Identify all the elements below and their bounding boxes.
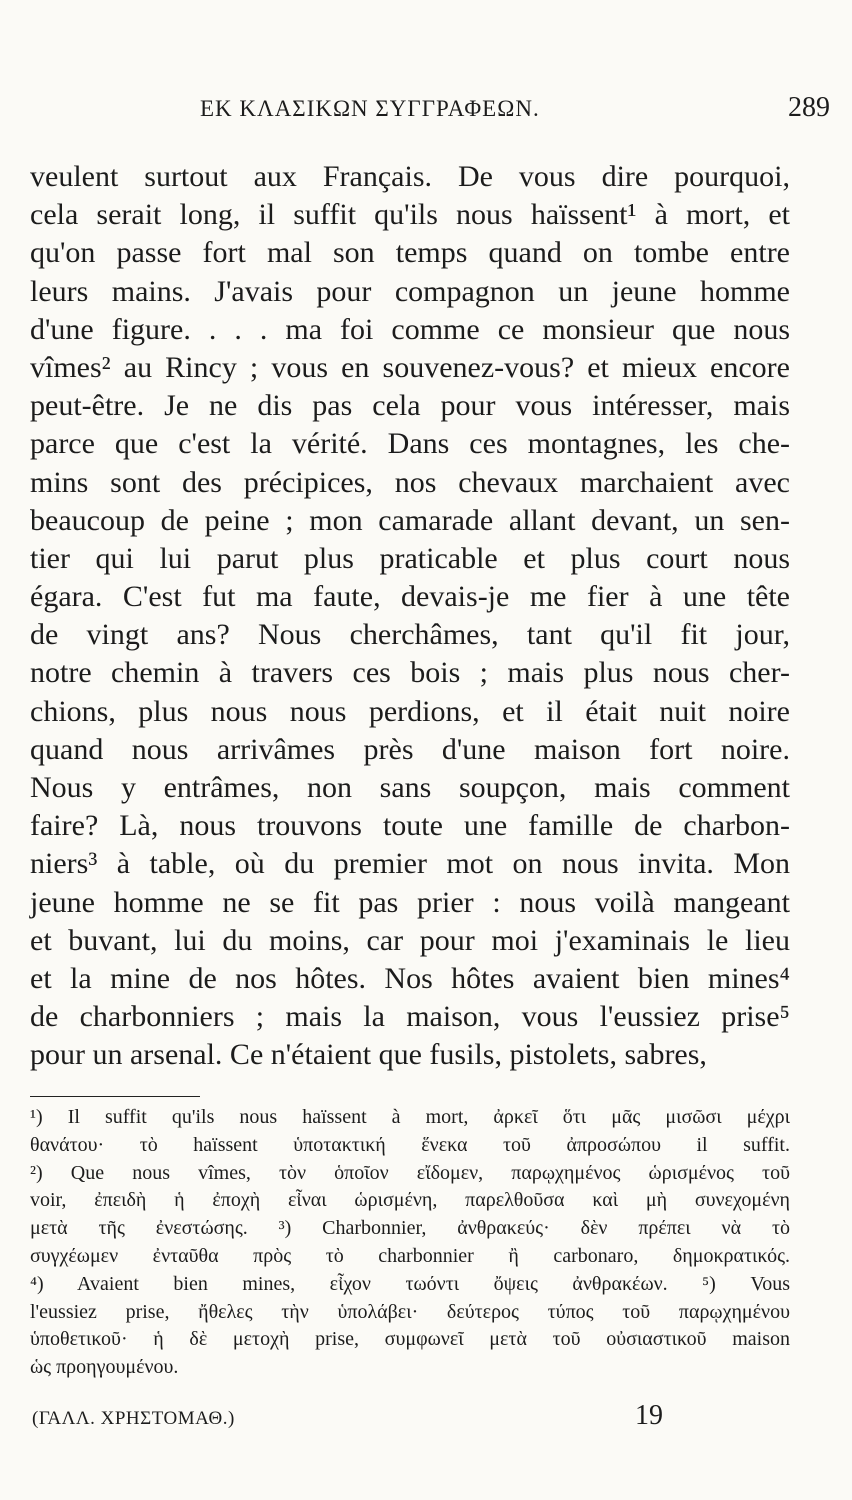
text-line: d'une figure. . . . ma foi comme ce monsieur que nous <box>30 312 790 346</box>
text-line: pour un arsenal. Ce n'étaient que fusils, pistolets, sabres, <box>30 1038 707 1072</box>
main-text <box>30 158 790 1075</box>
text-line: beaucoup de peine ; mon camarade allant devant, un sen- <box>30 503 790 537</box>
page-number: 289 <box>788 92 830 123</box>
footnote-line: θανάτου· τὸ haïssent ὑποτακτική ἕνεκα τοῦ ἀπροσώπου il suffit. <box>30 1133 790 1156</box>
text-line: de vingt ans? Nous cherchâmes, tant qu'il fit jour, <box>30 618 790 652</box>
text-line: égara. C'est fut ma faute, devais-je me fier à une tête <box>30 580 790 614</box>
text-line: parce que c'est la vérité. Dans ces montagnes, les che- <box>30 427 790 461</box>
text-line: leurs mains. J'avais pour compagnon un jeune homme <box>30 274 790 308</box>
footnotes <box>30 1104 790 1382</box>
text-line: qu'on passe fort mal son temps quand on tombe entre <box>30 236 790 270</box>
text-line: faire? Là, nous trouvons toute une famille de charbon- <box>30 809 790 843</box>
footnote-line: ¹) Il suffit qu'ils nous haïssent à mort, ἀρκεῖ ὅτι μᾶς μισῶσι μέχρι <box>30 1106 790 1128</box>
text-line: Nous y entrâmes, non sans soupçon, mais comment <box>30 771 790 804</box>
text-line: et buvant, lui du moins, car pour moi j'examinais le lieu <box>30 923 790 957</box>
running-header <box>30 92 830 132</box>
footnote-line: μετὰ τῆς ἐνεστώσης. ³) Charbonnier, ἀνθρακεύς· δὲν πρέπει νὰ τὸ <box>30 1217 790 1240</box>
running-title: ΕΚ ΚΛΑΣΙΚΩΝ ΣΥΓΓΡΑΦΕΩΝ. <box>200 96 540 121</box>
signature-number: 19 <box>635 1400 663 1431</box>
signature-footer <box>30 1400 790 1436</box>
footnote-line: voir, ἐπειδὴ ἡ ἐποχὴ εἶναι ὡρισμένη, παρελθοῦσα καὶ μὴ συνεχομένη <box>30 1189 790 1212</box>
footnote-divider <box>30 1096 200 1097</box>
footnote-line: ²) Que nous vîmes, τὸν ὁποῖον εἴδομεν, παρῳχημένος ὡρισμένος τοῦ <box>30 1161 790 1184</box>
text-line: vîmes² au Rincy ; vous en souvenez-vous? et mieux encore <box>30 350 790 384</box>
text-line: cela serait long, il suffit qu'ils nous haïssent¹ à mort, et <box>30 198 790 232</box>
text-line: de charbonniers ; mais la maison, vous l'eussiez prise⁵ <box>30 1000 790 1034</box>
text-line: mins sont des précipices, nos chevaux marchaient avec <box>30 465 790 499</box>
text-line: jeune homme ne se fit pas prier : nous voilà mangeant <box>30 885 790 919</box>
text-line: et la mine de nos hôtes. Nos hôtes avaient bien mines⁴ <box>30 961 790 995</box>
text-line: quand nous arrivâmes près d'une maison fort noire. <box>30 732 790 766</box>
text-line: tier qui lui parut plus praticable et plus court nous <box>30 541 790 575</box>
footnote-line: ὑποθετικοῦ· ἡ δὲ μετοχὴ prise, συμφωνεῖ μετὰ τοῦ οὐσιαστικοῦ maison <box>30 1328 790 1351</box>
footnote-line: ⁴) Avaient bien mines, εἶχον τωόντι ὄψεις ἀνθρακέων. ⁵) Vous <box>30 1272 790 1295</box>
text-line: notre chemin à travers ces bois ; mais plus nous cher- <box>30 656 790 690</box>
footnote-line: l'eussiez prise, ἤθελες τὴν ὑπολάβει· δεύτερος τύπος τοῦ παρῳχημένου <box>30 1300 790 1323</box>
text-line: chions, plus nous nous perdions, et il était nuit noire <box>30 694 790 728</box>
footnote-line: ὡς προηγουμένου. <box>30 1356 179 1379</box>
text-line: peut-être. Je ne dis pas cela pour vous intéresser, mais <box>30 389 790 423</box>
text-line: veulent surtout aux Français. De vous dire pourquoi, <box>30 160 790 193</box>
text-line: niers³ à table, où du premier mot on nous invita. Mon <box>30 847 790 881</box>
signature-label: (ΓΑΛΛ. ΧΡΗΣΤΟΜΑΘ.) <box>32 1408 235 1429</box>
footnote-line: συγχέωμεν ἐνταῦθα πρὸς τὸ charbonnier ἢ carbonaro, δημοκρατικός. <box>30 1244 790 1267</box>
